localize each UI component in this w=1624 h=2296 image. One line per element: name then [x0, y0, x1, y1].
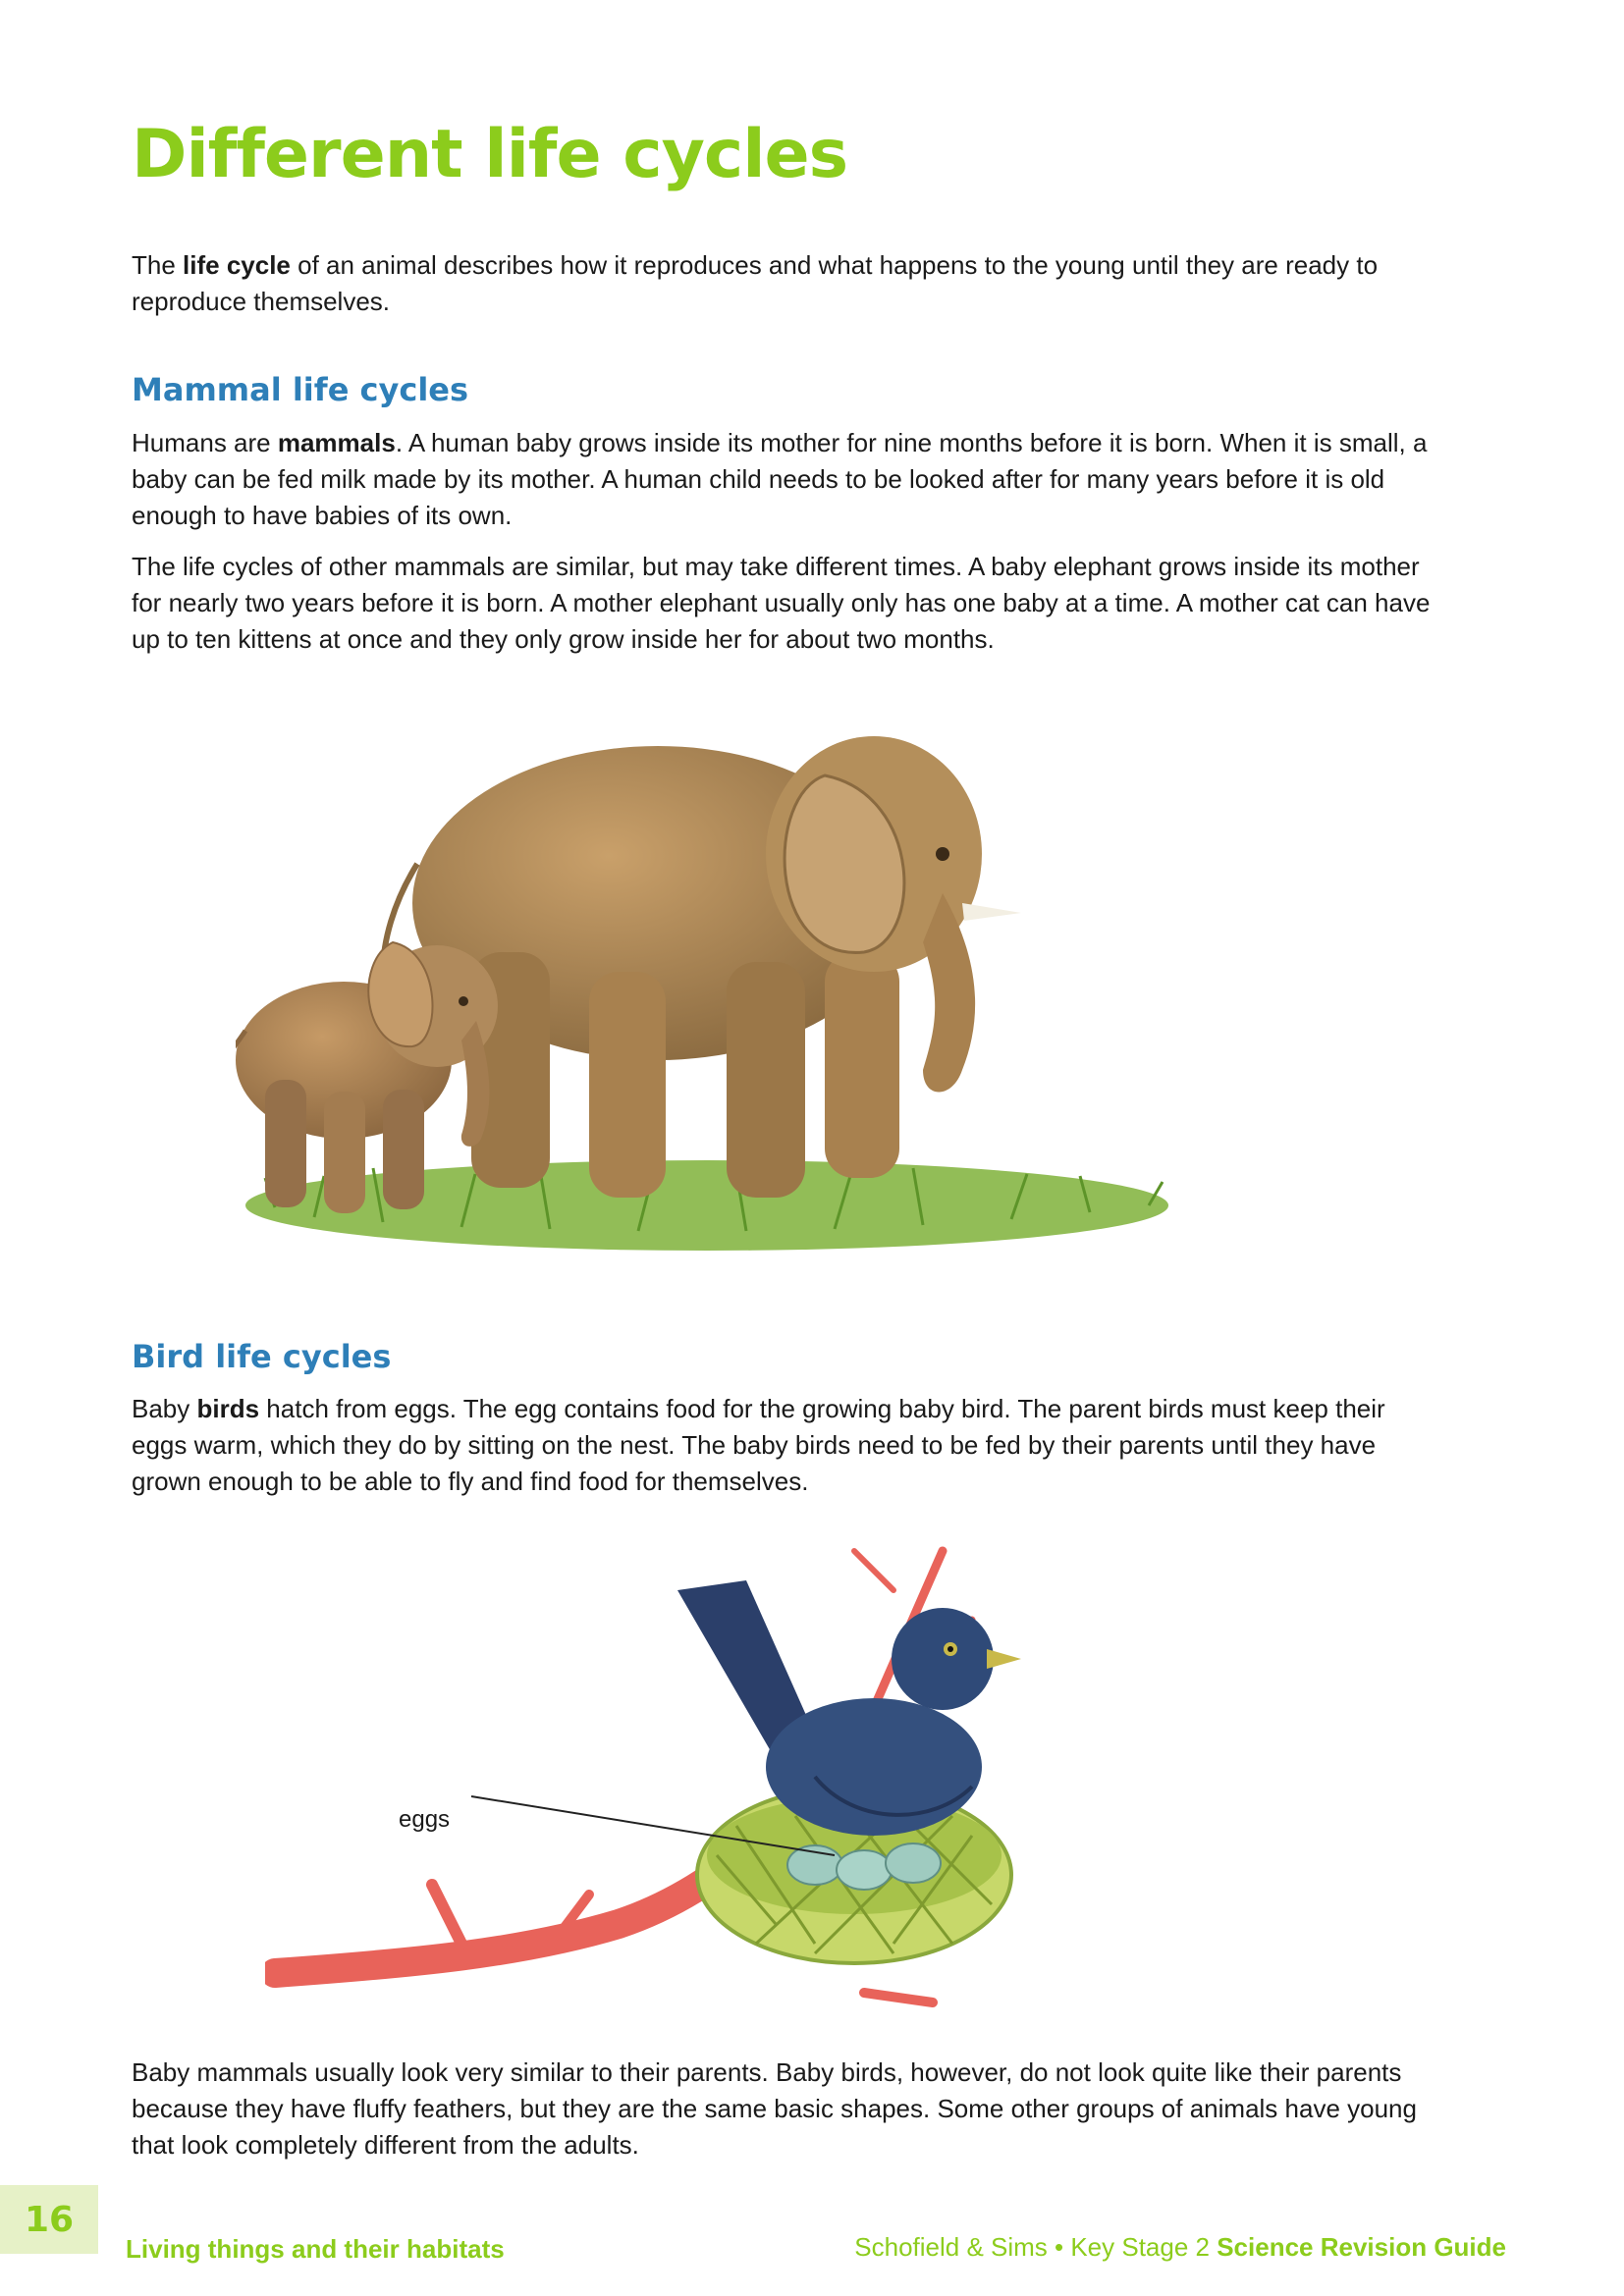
mammal-p1-text-rest: . A human baby grows inside its mother for nine months before it is born. When it is small, a baby can be fed milk made by its mother. A human child needs to be looked after for many years before it is old enough to have babies of its own.	[132, 428, 1428, 530]
mammal-heading: Mammal life cycles	[132, 371, 469, 408]
mammal-paragraph-1	[132, 425, 1437, 534]
bird-p1-text-rest: hatch from eggs. The egg contains food for the growing baby bird. The parent birds must keep their eggs warm, which they do by sitting on the nest. The baby birds need to be fed by their parents until they have grown enough to be able to fly and find food for themselves.	[132, 1394, 1385, 1496]
intro-text: The	[132, 250, 184, 280]
closing-paragraph: Baby mammals usually look very similar to their parents. Baby birds, however, do not look quite like their parents because they have fluffy feathers, but they are the same basic shapes. Some other groups of animals have young that look completely different from the adults.	[132, 2057, 1417, 2160]
bird-paragraph	[132, 1391, 1437, 1500]
mammal-p1-text: Humans are	[132, 428, 278, 457]
mammal-paragraph-2: The life cycles of other mammals are similar, but may take different times. A baby elephant grows inside its mother for nearly two years before it is born. A mother elephant usually only has one baby at a time. A mother cat can have up to ten kittens at once and they only grow inside her for about two months.	[132, 552, 1431, 654]
footer-publisher-text: Schofield & Sims • Key Stage 2	[854, 2232, 1218, 2262]
elephant-illustration	[236, 707, 1218, 1296]
page-title: Different life cycles	[132, 116, 848, 193]
bird-nest-illustration	[265, 1531, 1070, 2022]
intro-keyword: life cycle	[183, 250, 291, 280]
bird-heading: Bird life cycles	[132, 1338, 392, 1375]
mammal-keyword: mammals	[277, 428, 396, 457]
footer-publisher	[854, 2232, 1506, 2263]
footer-section-title: Living things and their habitats	[126, 2234, 505, 2264]
blackbird	[677, 1580, 1021, 1836]
eggs-label: eggs	[399, 1806, 451, 1833]
bird-p1-text: Baby	[132, 1394, 197, 1423]
page-number: 16	[0, 2185, 98, 2254]
intro-paragraph	[132, 247, 1437, 320]
bird-keyword: birds	[196, 1394, 260, 1423]
footer-guide-title: Science Revision Guide	[1217, 2232, 1506, 2262]
intro-text-rest: of an animal describes how it reproduces and what happens to the young until they are ready to reproduce themselves.	[132, 250, 1379, 316]
